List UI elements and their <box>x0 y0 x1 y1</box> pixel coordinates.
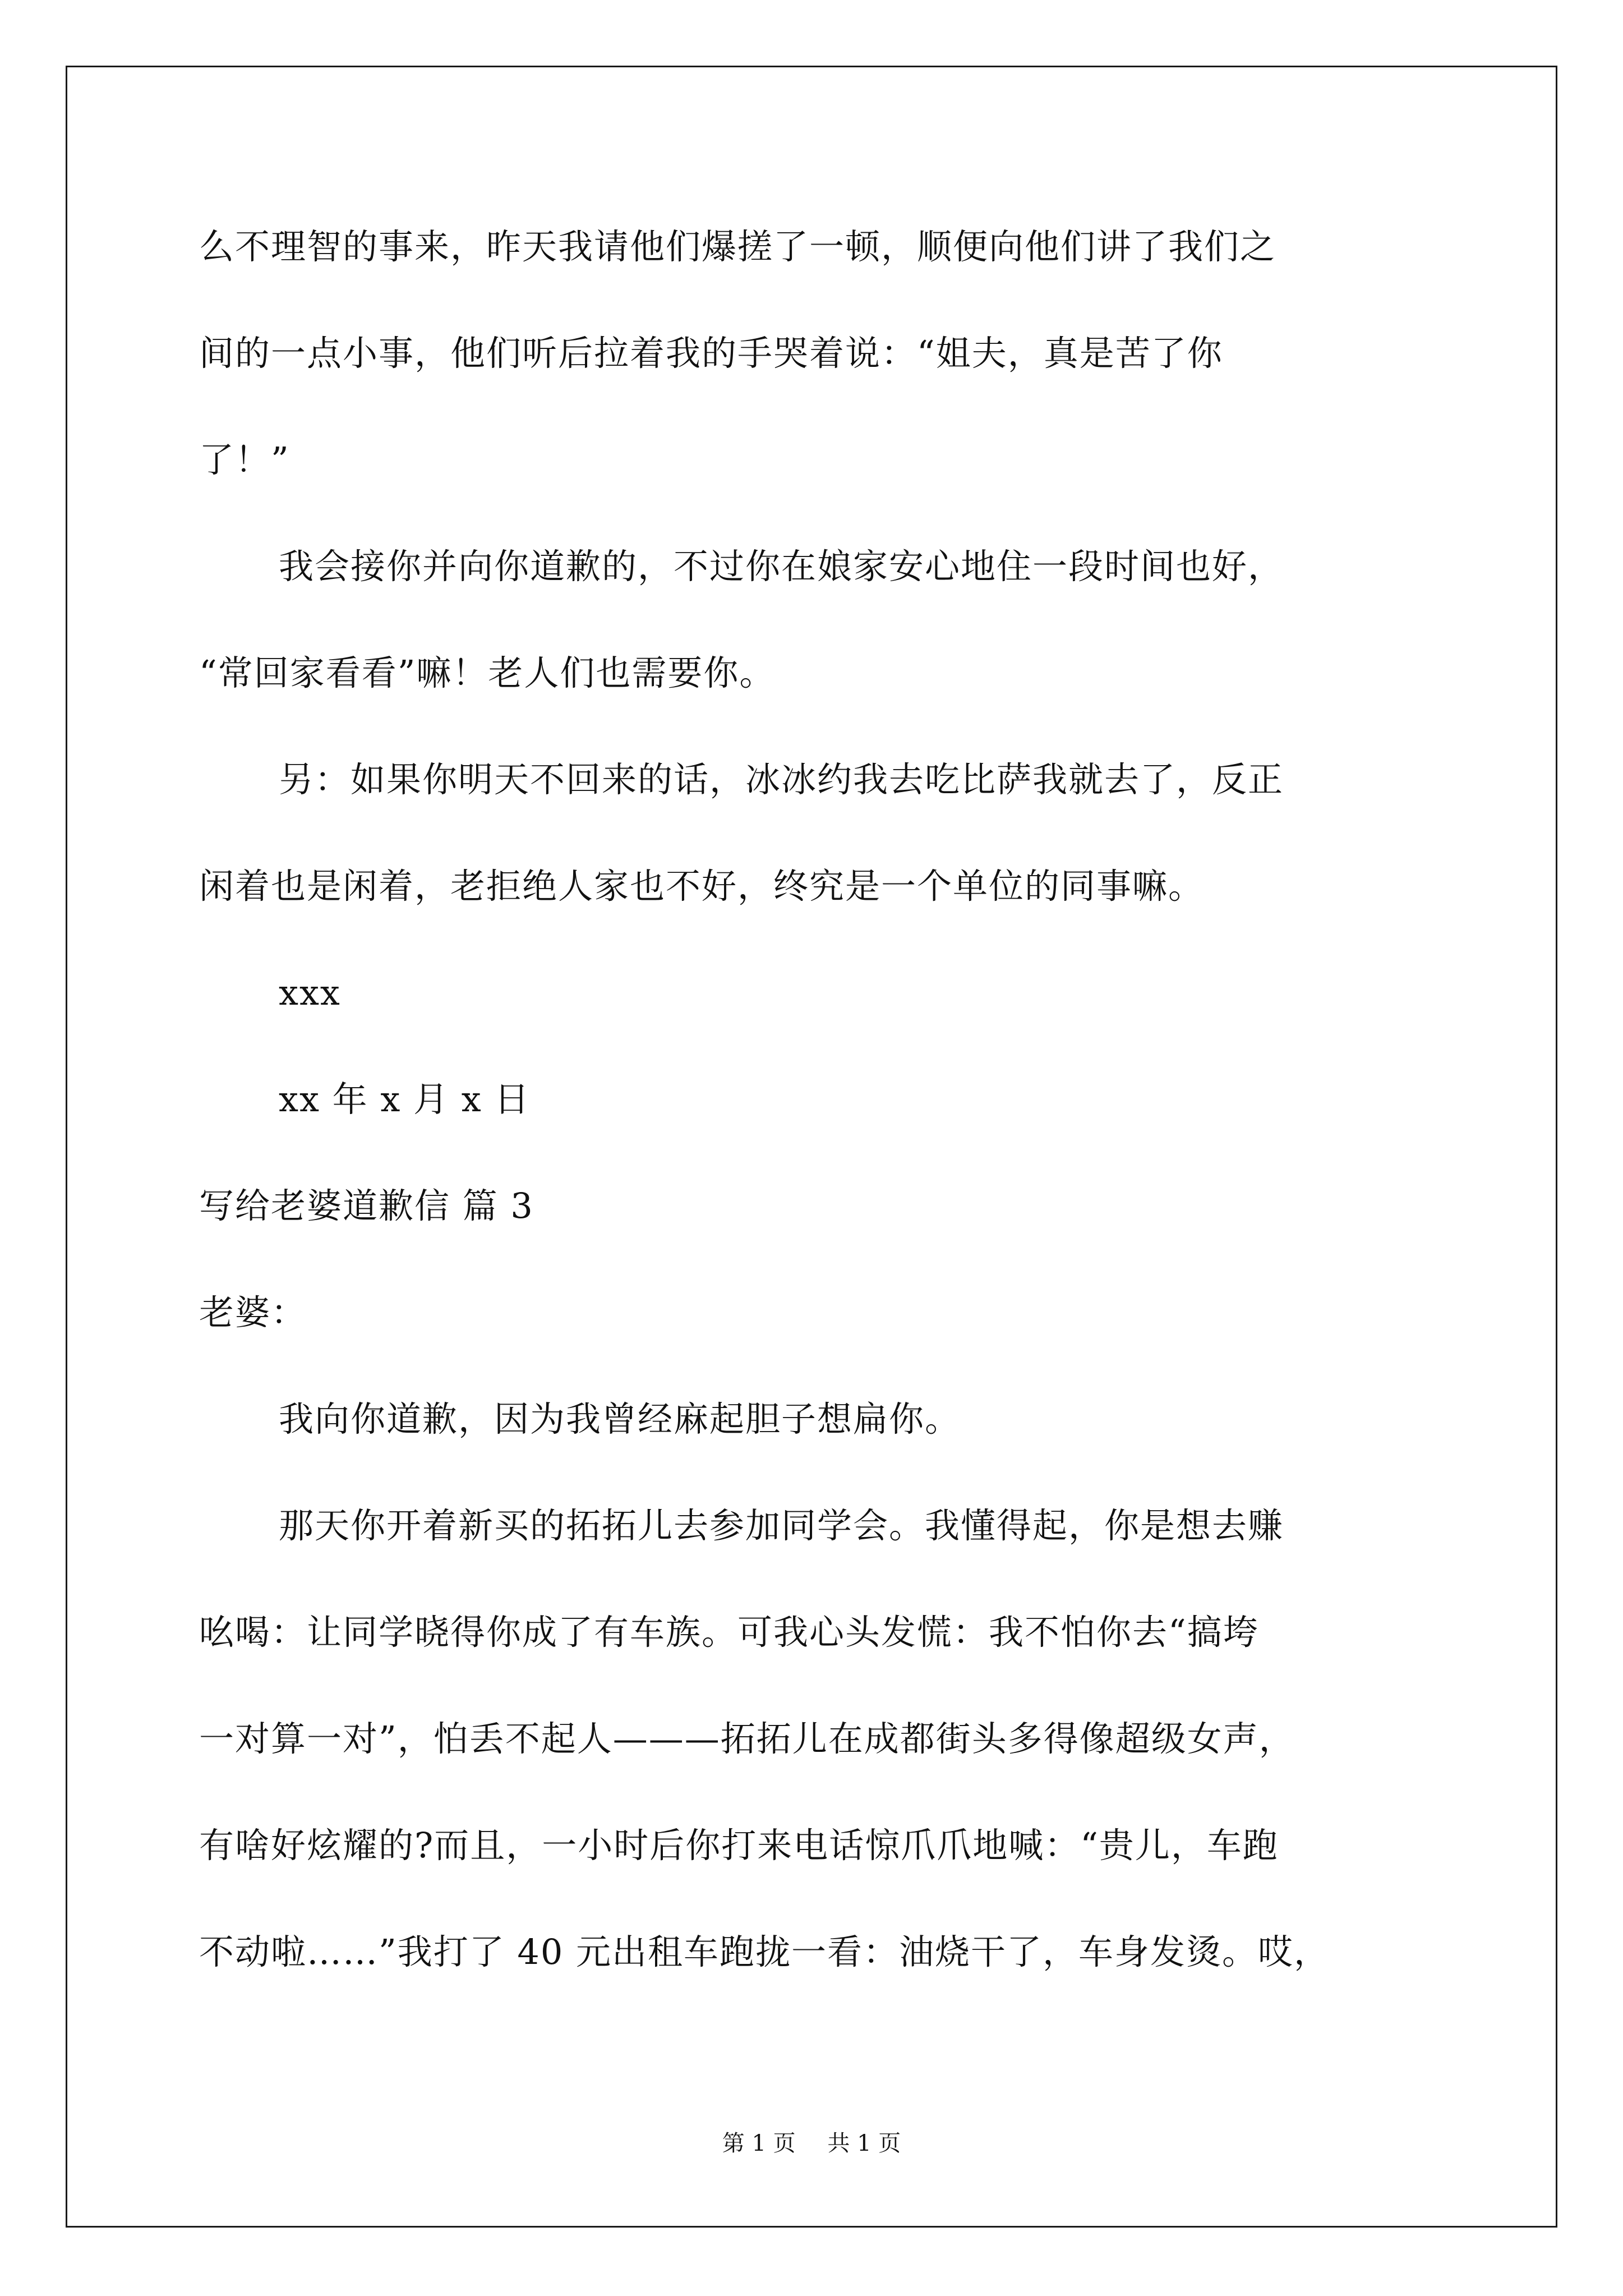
paragraph-line: 我向你道歉，因为我曾经麻起胆子想扁你。 <box>279 1398 961 1439</box>
paragraph-line: 间的一点小事，他们听后拉着我的手哭着说：“姐夫，真是苦了你 <box>199 333 1223 374</box>
paragraph-line: 闲着也是闲着，老拒绝人家也不好，终究是一个单位的同事嘛。 <box>199 866 1205 907</box>
paragraph-line: 吆喝：让同学晓得你成了有车族。可我心头发慌：我不怕你去“搞垮 <box>199 1612 1259 1653</box>
paragraph-line: 一对算一对”，怕丢不起人———拓拓儿在成都街头多得像超级女声， <box>199 1718 1295 1759</box>
signature-date: xx 年 x 月 x 日 <box>279 1079 531 1120</box>
paragraph-line: 有啥好炫耀的?而且，一小时后你打来电话惊爪爪地喊：“贵儿，车跑 <box>199 1825 1279 1866</box>
paragraph-line: 我会接你并向你道歉的，不过你在娘家安心地住一段时间也好， <box>279 546 1284 587</box>
paragraph-line: 另：如果你明天不回来的话，冰冰约我去吃比萨我就去了，反正 <box>279 759 1284 800</box>
paragraph-line: 么不理智的事来，昨天我请他们爆搓了一顿，顺便向他们讲了我们之 <box>199 226 1276 267</box>
paragraph-line: “常回家看看”嘛！老人们也需要你。 <box>199 652 776 693</box>
page-footer <box>0 2129 1623 2157</box>
page-number: 第 1 页 <box>722 2131 796 2156</box>
paragraph-line: 不动啦……”我打了 40 元出租车跑拢一看：油烧干了，车身发烫。哎， <box>199 1931 1330 1972</box>
paragraph-line: 那天你开着新买的拓拓儿去参加同学会。我懂得起，你是想去赚 <box>279 1505 1284 1546</box>
page-count: 共 1 页 <box>827 2131 901 2156</box>
page-border <box>66 66 1557 2228</box>
section-heading: 写给老婆道歉信 篇 3 <box>199 1185 534 1226</box>
signature-name: xxx <box>279 972 341 1013</box>
salutation: 老婆： <box>199 1292 307 1333</box>
paragraph-line: 了！” <box>199 439 290 480</box>
